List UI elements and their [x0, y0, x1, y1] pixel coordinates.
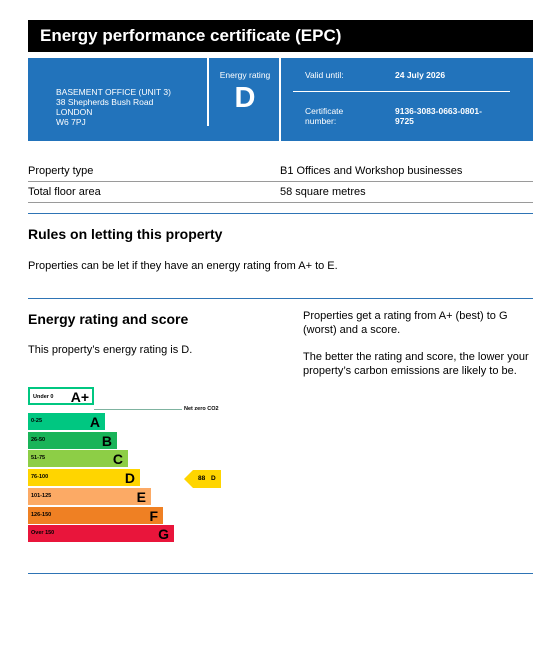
- title-bar: [28, 20, 533, 52]
- band-range: Under 0: [33, 394, 54, 400]
- valid-until-value: 24 July 2026: [395, 70, 446, 80]
- current-rating-marker: [184, 470, 221, 488]
- certificate-number-value: 9136-3083-0663-0801- 9725: [395, 106, 482, 126]
- address-line: W6 7PJ: [56, 117, 86, 127]
- address-line: LONDON: [56, 107, 93, 117]
- valid-until-label: Valid until:: [305, 70, 344, 80]
- rating-band-f: [28, 507, 163, 524]
- band-range: Over 150: [31, 530, 55, 536]
- rating-band-aplus: [28, 387, 94, 405]
- certificate-header: [28, 58, 533, 141]
- header-divider: [279, 58, 281, 141]
- band-range: 0-25: [31, 418, 43, 424]
- net-zero-line: [94, 409, 182, 410]
- band-letter: A: [89, 414, 100, 430]
- band-range: 126-150: [31, 512, 52, 518]
- net-zero-label: Net zero CO2: [184, 406, 219, 412]
- header-divider: [293, 91, 510, 92]
- section-divider: [28, 573, 533, 574]
- certificate-number-label: Certificate number:: [305, 106, 344, 126]
- property-type-value: B1 Offices and Workshop businesses: [280, 165, 463, 177]
- section-divider: [28, 298, 533, 299]
- band-letter: F: [149, 508, 158, 524]
- address-line: 38 Shepherds Bush Road: [56, 97, 154, 107]
- energy-rating-value: D: [234, 82, 256, 114]
- page-title: Energy performance certificate (EPC): [40, 26, 342, 45]
- rating-band-c: [28, 450, 128, 467]
- current-letter: D: [211, 475, 216, 482]
- floor-area-label: Total floor area: [28, 186, 101, 198]
- rating-band-a: [28, 413, 105, 430]
- band-range: 101-125: [31, 493, 52, 499]
- rating-band-d: [28, 469, 140, 486]
- band-range: 76-100: [31, 474, 49, 480]
- rating-band-b: [28, 432, 117, 449]
- band-letter: E: [136, 489, 146, 505]
- band-range: 26-50: [31, 437, 46, 443]
- address-block: [56, 87, 171, 127]
- band-letter: C: [112, 451, 123, 467]
- rating-explainer: Properties get a rating from A+ (best) to G (worst) and a score.: [303, 310, 508, 336]
- floor-area-value: 58 square metres: [280, 186, 366, 198]
- rating-band-e: [28, 488, 151, 505]
- rating-explainer: The better the rating and score, the lower your property’s carbon emissions are likely to be.: [303, 351, 529, 377]
- letting-text: Properties can be let if they have an energy rating from A+ to E.: [28, 260, 338, 272]
- energy-rating-label: Energy rating: [219, 70, 271, 80]
- rating-heading: Energy rating and score: [28, 311, 189, 327]
- band-letter: G: [158, 526, 169, 542]
- row-divider: [28, 181, 533, 182]
- band-range: 51-75: [31, 455, 46, 461]
- section-divider: [28, 213, 533, 214]
- band-letter: D: [124, 470, 135, 486]
- row-divider: [28, 202, 533, 203]
- letting-heading: Rules on letting this property: [28, 226, 223, 242]
- current-score: 88: [198, 475, 206, 482]
- rating-intro: This property’s energy rating is D.: [28, 344, 193, 356]
- rating-band-g: [28, 525, 174, 542]
- property-type-label: Property type: [28, 165, 94, 177]
- address-line: BASEMENT OFFICE (UNIT 3): [56, 87, 171, 97]
- band-letter: A+: [70, 389, 89, 405]
- header-divider: [207, 58, 209, 126]
- band-letter: B: [101, 433, 112, 449]
